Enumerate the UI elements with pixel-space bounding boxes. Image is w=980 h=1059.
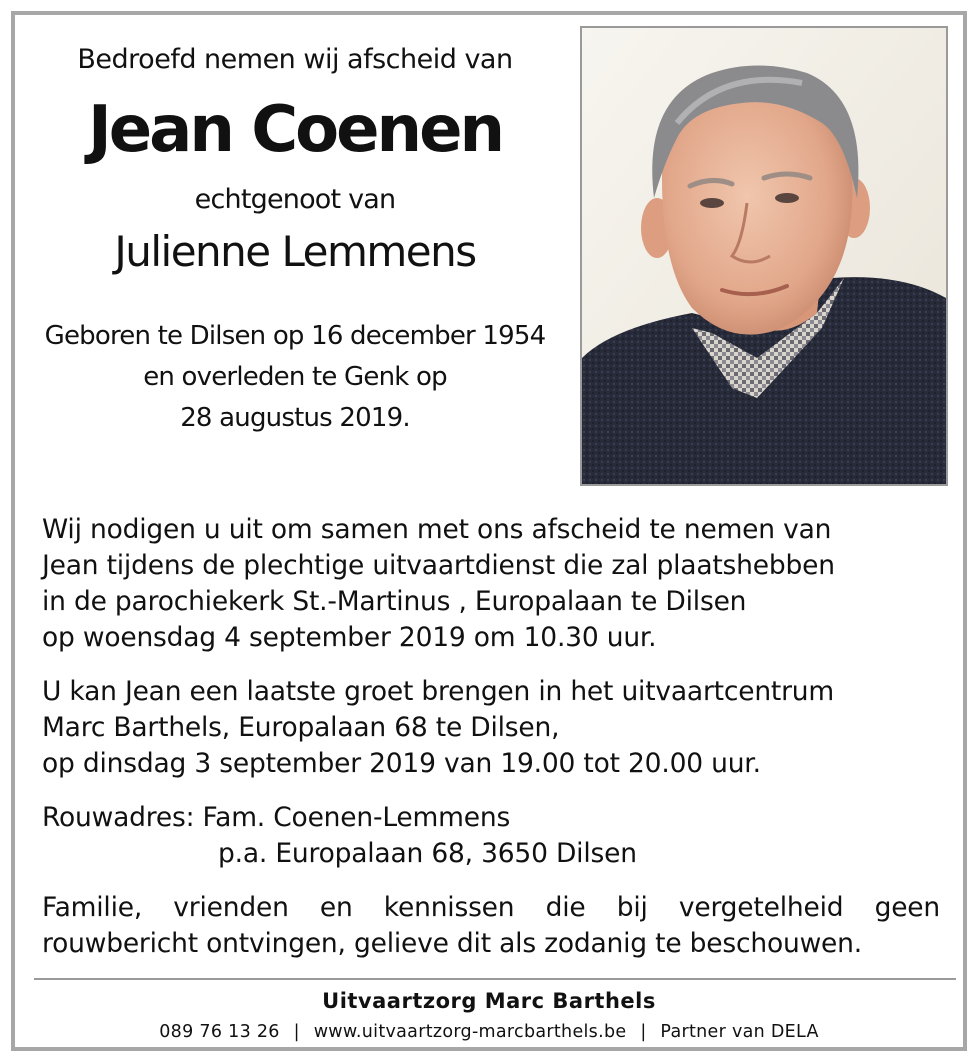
service-line: Jean tijdens de plechtige uitvaartdienst die zal plaatshebben: [42, 550, 835, 581]
footer-divider: [34, 978, 956, 980]
address-street: p.a. Europalaan 68, 3650 Dilsen: [218, 838, 637, 869]
visitation-line: Marc Barthels, Europalaan 68 te Dilsen,: [42, 712, 560, 743]
separator: |: [640, 1022, 647, 1042]
closing-line: rouwbericht ontvingen, gelieve dit als zodanig te beschouwen.: [42, 928, 862, 959]
notice-header: [30, 30, 560, 439]
closing-line: Familie, vrienden en kennissen die bij vergetelheid geen: [42, 892, 940, 923]
partner-text: Partner van DELA: [660, 1022, 819, 1042]
portrait-photo: [580, 26, 948, 486]
visitation-line: U kan Jean een laatste groet brengen in het uitvaartcentrum: [42, 676, 835, 707]
service-line: op woensdag 4 september 2019 om 10.30 uur.: [42, 622, 657, 653]
date-line: Geboren te Dilsen op 16 december 1954: [44, 321, 546, 351]
spouse-name: Julienne Lemmens: [114, 227, 476, 276]
notice-body: [42, 512, 940, 962]
funeral-home-footer: [15, 986, 963, 1046]
mourning-address: [42, 800, 940, 872]
date-line: 28 augustus 2019.: [180, 403, 410, 433]
website-link[interactable]: www.uitvaartzorg-marcbarthels.be: [313, 1022, 627, 1042]
closing-paragraph: [42, 890, 940, 962]
portrait-illustration: [582, 28, 946, 484]
date-line: en overleden te Genk op: [143, 362, 447, 392]
company-name: Uitvaartzorg Marc Barthels: [322, 989, 656, 1013]
contact-line: [15, 1018, 963, 1046]
deceased-name: Jean Coenen: [87, 93, 503, 167]
intro-line: Bedroefd nemen wij afscheid van: [77, 44, 513, 75]
service-line: Wij nodigen u uit om samen met ons afscheid te nemen van: [42, 514, 832, 545]
service-line: in de parochiekerk St.-Martinus , Europalaan te Dilsen: [42, 586, 747, 617]
address-label-name: Rouwadres: Fam. Coenen-Lemmens: [42, 802, 511, 833]
birth-death-dates: [30, 316, 560, 439]
visitation-paragraph: [42, 674, 940, 782]
relation-line: echtgenoot van: [194, 184, 396, 215]
visitation-line: op dinsdag 3 september 2019 van 19.00 tot 20.00 uur.: [42, 748, 761, 779]
phone-number: 089 76 13 26: [159, 1022, 280, 1042]
service-paragraph: [42, 512, 940, 656]
separator: |: [293, 1022, 300, 1042]
